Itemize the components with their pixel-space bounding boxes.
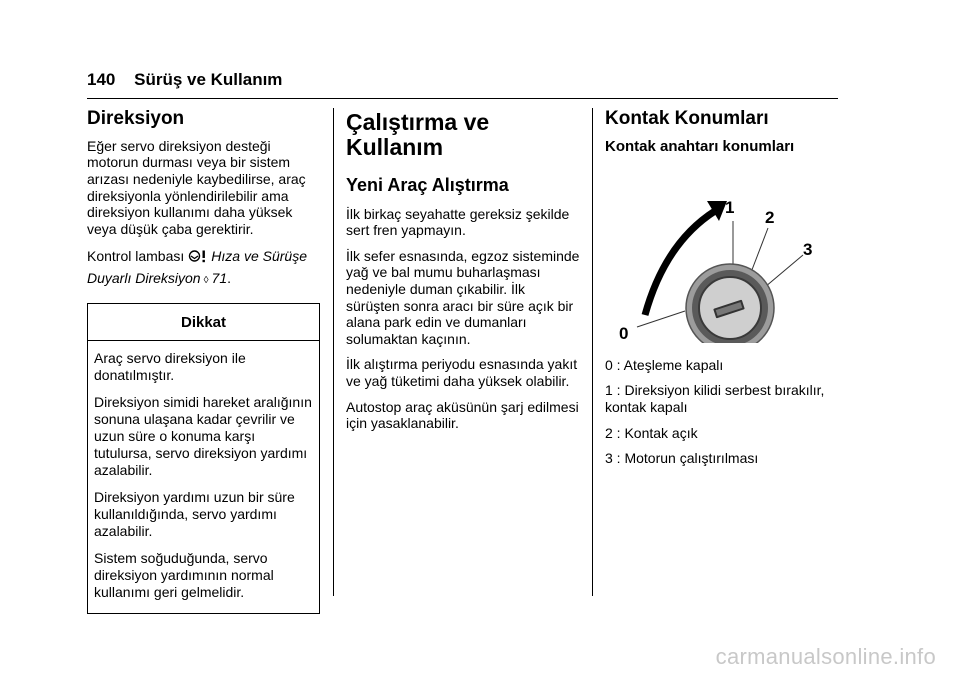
reference-end: . — [227, 270, 232, 287]
ignition-legend — [605, 357, 838, 467]
break-in-paragraph: Autostop araç aküsünün şarj edilmesi için yasaklanabilir. — [346, 398, 579, 432]
position-label-3: 3 — [803, 239, 813, 259]
chapter-heading-line1: Çalıştırma ve — [346, 109, 490, 135]
chapter-heading — [346, 110, 582, 161]
caution-title: Dikkat — [88, 304, 319, 341]
steering-paragraph: Eğer servo direksiyon desteği motorun durması veya bir sistem arızası nedeniyle kaybedilirse, araç direksiyonla yönlendirilebilir ama direksiyon kullanımı daha yüksek veya düşük çaba gerektirir. — [87, 137, 306, 237]
break-in-heading: Yeni Araç Alıştırma — [346, 174, 509, 195]
ignition-diagram — [605, 163, 838, 343]
legend-item: 1 : Direksiyon kilidi serbest bırakılır, kontak kapalı — [605, 382, 825, 416]
reference-page[interactable]: 71 — [211, 270, 228, 287]
ignition-subheading: Kontak anahtarı konumları — [605, 137, 795, 155]
position-line-2 — [750, 228, 768, 275]
legend-item: 3 : Motorun çalıştırılması — [605, 450, 759, 467]
column-ignition — [605, 108, 838, 476]
chapter-heading-line2: Kullanım — [346, 134, 444, 161]
column-divider — [333, 108, 334, 596]
caution-body — [88, 341, 319, 613]
position-line-3 — [765, 255, 803, 287]
position-label-0: 0 — [619, 323, 629, 343]
watermark: carmanualsonline.info — [715, 644, 936, 669]
header-rule — [87, 98, 838, 99]
page-number: 140 — [87, 70, 116, 89]
column-divider — [592, 108, 593, 596]
legend-item: 2 : Kontak açık — [605, 424, 698, 441]
column-steering — [87, 108, 320, 614]
caution-paragraph: Direksiyon yardımı uzun bir süre kullanıldığında, servo yardımı azalabilir. — [94, 489, 295, 540]
page-header — [87, 70, 282, 90]
column-break-in — [346, 108, 582, 441]
steering-heading: Direksiyon — [87, 108, 185, 129]
position-label-1: 1 — [725, 197, 735, 217]
warning-reference — [87, 246, 320, 291]
page-reference-icon: ◊ — [203, 275, 209, 287]
ignition-heading: Kontak Konumları — [605, 108, 769, 129]
steering-warning-icon — [188, 248, 208, 268]
caution-box — [87, 303, 320, 614]
reference-prefix: Kontrol lambası — [87, 248, 185, 265]
section-title: Sürüş ve Kullanım — [134, 70, 283, 89]
caution-paragraph: Sistem soğuduğunda, servo direksiyon yardımının normal kullanımı geri gelmelidir. — [94, 550, 274, 601]
reference-title[interactable]: Hıza ve Sürüşe Duyarlı Direksiyon — [87, 248, 307, 287]
position-label-2: 2 — [765, 207, 775, 227]
break-in-paragraph: İlk sefer esnasında, egzoz sisteminde yağ ve bal mumu buharlaşması nedeniyle duman çıkabilir. İlk sürüşten sonra aracı bir süre açık bir alana park edin ve dumanları solumaktan kaçının. — [346, 247, 580, 347]
caution-paragraph: Araç servo direksiyon ile donatılmıştır. — [94, 350, 246, 384]
break-in-paragraph: İlk birkaç seyahatte gereksiz şekilde sert fren yapmayın. — [346, 205, 570, 239]
legend-item: 0 : Ateşleme kapalı — [605, 356, 724, 373]
caution-paragraph: Direksiyon simidi hareket aralığının sonuna ulaşana kadar çevrilir ve uzun süre o konuma karşı tutulursa, servo direksiyon yardımı azalabilir. — [94, 394, 312, 479]
break-in-paragraph: İlk alıştırma periyodu esnasında yakıt ve yağ tüketimi daha yüksek olabilir. — [346, 356, 578, 389]
